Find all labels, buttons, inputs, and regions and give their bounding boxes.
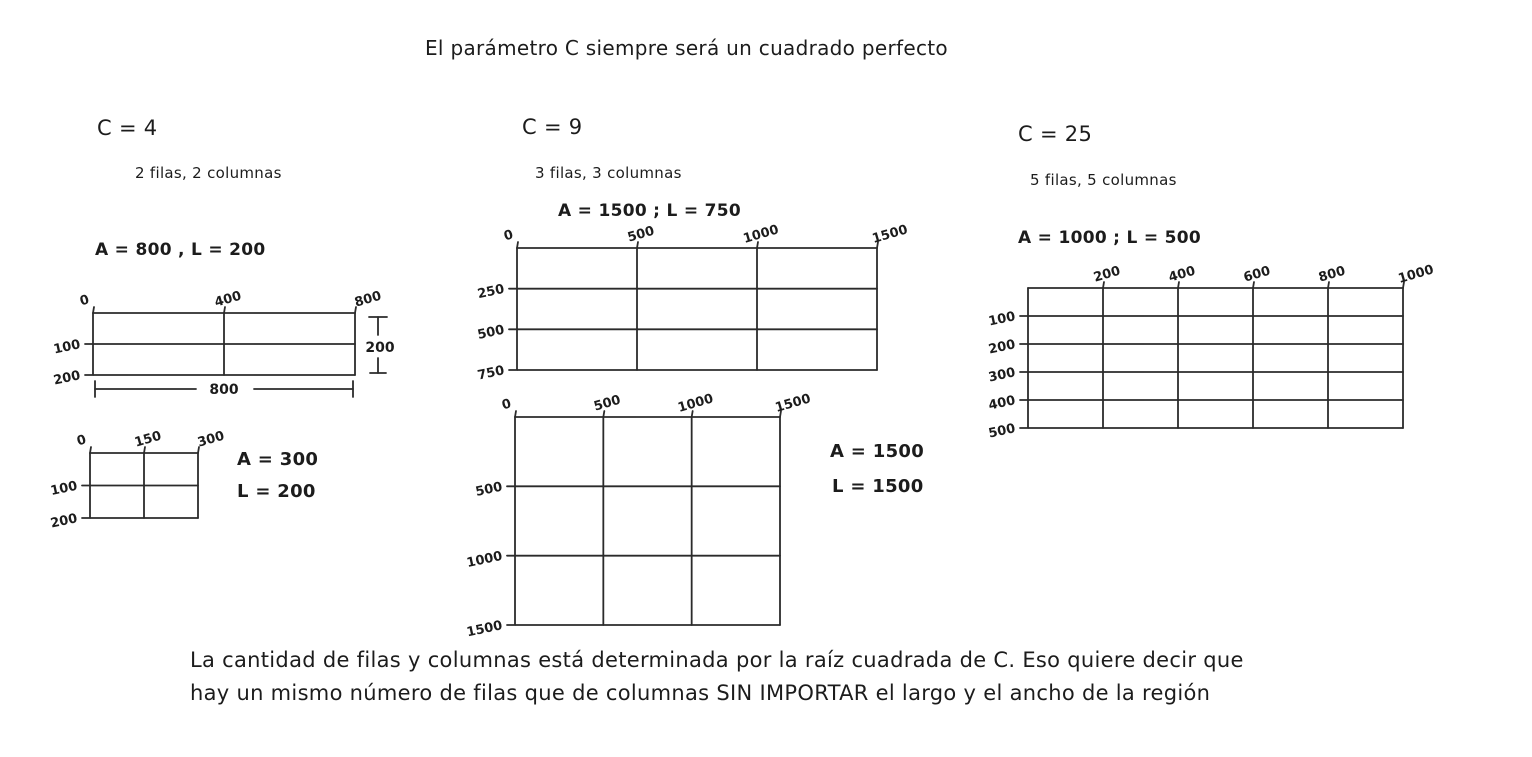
x-tick-label: 1500 [773, 391, 813, 416]
c4-small-length-label: L = 200 [237, 481, 316, 502]
footer-line-2: hay un mismo número de filas que de columnas SIN IMPORTAR el largo y el ancho de la región [190, 681, 1211, 705]
grid-svg [465, 391, 813, 641]
x-tick-label: 150 [132, 428, 164, 451]
y-tick-label: 1000 [465, 548, 504, 572]
c4-small-area-label: A = 300 [237, 449, 319, 470]
x-tick-label: 500 [592, 392, 623, 415]
grid-svg [476, 222, 910, 384]
grid-svg [987, 262, 1436, 442]
y-tick-label: 250 [476, 281, 506, 303]
height-measure-label: 200 [365, 340, 395, 356]
x-tick-label: 600 [1241, 263, 1273, 286]
y-tick-label: 200 [52, 368, 82, 389]
c9-bottom-area-label: A = 1500 [830, 441, 925, 462]
c4-height-measure [363, 310, 407, 390]
x-tick-label: 300 [195, 428, 227, 451]
c9-dimensions-label: A = 1500 ; L = 750 [558, 201, 741, 221]
page-title: El parámetro C siempre será un cuadrado perfecto [425, 36, 948, 60]
x-tick-label: 0 [78, 292, 92, 310]
x-tick-label: 1000 [676, 391, 716, 416]
grid-svg [49, 428, 227, 532]
x-tick-label: 0 [500, 396, 514, 414]
x-tick-label: 400 [1166, 263, 1198, 286]
y-tick-label: 500 [476, 322, 506, 343]
y-tick-label: 100 [52, 337, 82, 358]
c4-rows-cols-label: 2 filas, 2 columnas [135, 164, 282, 182]
c25-dimensions-label: A = 1000 ; L = 500 [1018, 228, 1201, 248]
c9-bottom-grid [465, 391, 813, 641]
y-tick-label: 100 [49, 478, 79, 500]
c9-heading: C = 9 [522, 115, 583, 139]
y-tick-label: 200 [987, 337, 1017, 358]
c25-grid [987, 262, 1436, 442]
c9-bottom-length-label: L = 1500 [832, 476, 924, 497]
x-tick-label: 0 [502, 227, 516, 245]
c25-heading: C = 25 [1018, 122, 1093, 146]
x-tick-label: 800 [352, 288, 384, 311]
x-tick-label: 1000 [741, 222, 781, 247]
x-tick-label: 400 [212, 288, 244, 311]
y-tick-label: 100 [987, 309, 1017, 330]
y-tick-label: 500 [474, 479, 504, 500]
y-tick-label: 1500 [465, 618, 504, 641]
y-tick-label: 500 [987, 421, 1017, 442]
x-tick-label: 0 [75, 432, 89, 450]
x-tick-label: 500 [625, 223, 657, 246]
footer-note [190, 644, 1244, 710]
y-tick-label: 300 [987, 365, 1017, 386]
grid-svg [52, 288, 384, 389]
x-tick-label: 1500 [870, 222, 910, 247]
width-measure-label: 800 [209, 382, 239, 398]
c4-main-grid [52, 288, 384, 389]
c4-width-measure [93, 377, 355, 401]
y-tick-label: 750 [476, 363, 506, 384]
y-tick-label: 200 [49, 511, 79, 532]
c4-small-grid [49, 428, 227, 532]
x-tick-label: 800 [1316, 263, 1348, 286]
c9-top-grid [476, 222, 910, 384]
y-tick-label: 400 [987, 393, 1017, 414]
c25-rows-cols-label: 5 filas, 5 columnas [1030, 171, 1177, 189]
footer-line-1: La cantidad de filas y columnas está determinada por la raíz cuadrada de C. Eso quiere decir que [190, 648, 1244, 672]
x-tick-label: 1000 [1396, 262, 1436, 287]
x-tick-label: 200 [1091, 263, 1123, 286]
c9-rows-cols-label: 3 filas, 3 columnas [535, 164, 682, 182]
c4-heading: C = 4 [97, 116, 158, 140]
c4-dimensions-label: A = 800 , L = 200 [95, 240, 266, 260]
